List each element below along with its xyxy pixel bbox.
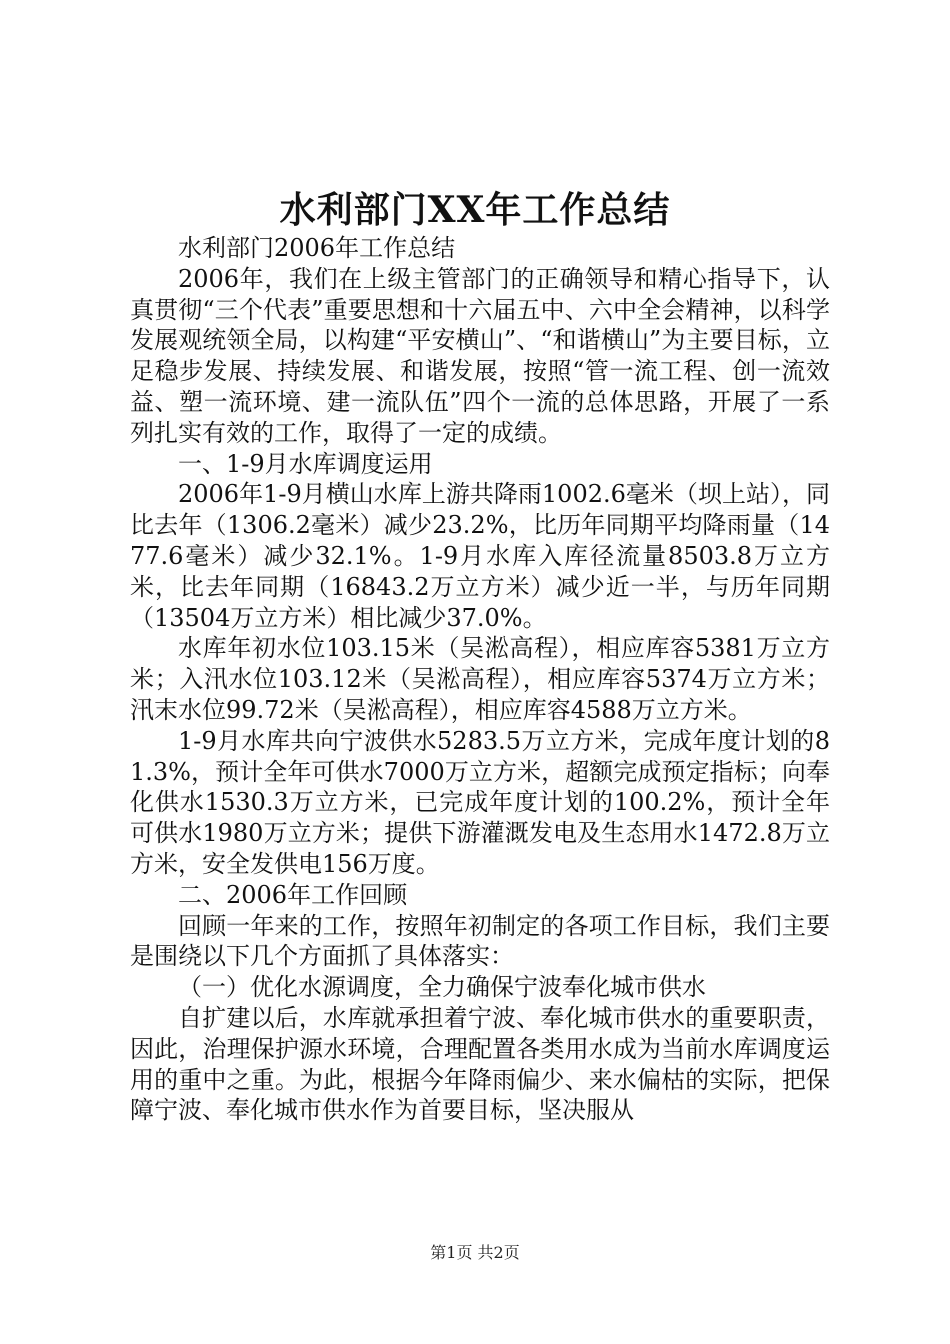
paragraph-subtitle: 水利部门2006年工作总结: [178, 234, 456, 262]
document-body: [130, 233, 830, 1126]
paragraph-responsibility: 自扩建以后，水库就承担着宁波、奉化城市供水的重要职责，因此，治理保护源水环境，合理配置各类用水成为当前水库调度运用的重中之重。为此，根据今年降雨偏少、来水偏枯的实际，把保障宁波、奉化城市供水作为首要目标，坚决服从: [130, 1003, 830, 1125]
paragraph-intro: 2006年，我们在上级主管部门的正确领导和精心指导下，认真贯彻“三个代表”重要思想和十六届五中、六中全会精神，以科学发展观统领全局，以构建“平安横山”、“和谐横山”为主要目标，立足稳步发展、持续发展、和谐发展，按照“管一流工程、创一流效益、塑一流环境、建一流队伍”四个一流的总体思路，开展了一系列扎实有效的工作，取得了一定的成绩。: [130, 264, 830, 447]
paragraph-water-supply: 1-9月水库共向宁波供水5283.5万立方米，完成年度计划的81.3%，预计全年可供水7000万立方米，超额完成预定指标；向奉化供水1530.3万立方米，已完成年度计划的100.2%，预计全年可供水1980万立方米；提供下游灌溉发电及生态用水1472.8万立方米，安全发供电156万度。: [130, 726, 830, 878]
page-footer: 第1页 共2页: [430, 1243, 520, 1262]
paragraph-rainfall: 2006年1-9月横山水库上游共降雨1002.6毫米（坝上站），同比去年（1306.2毫米）减少23.2%，比历年同期平均降雨量（1477.6毫米）减少32.1%。1-9月水库入库径流量8503.8万立方米，比去年同期（16843.2万立方米）减少近一半，与历年同期（13504万立方米）相比减少37.0%。: [130, 480, 830, 632]
paragraph-review: 回顾一年来的工作，按照年初制定的各项工作目标，我们主要是围绕以下几个方面抓了具体落实：: [130, 911, 830, 971]
section-heading-1: 一、1-9月水库调度运用: [178, 449, 433, 478]
subsection-heading-1: （一）优化水源调度，全力确保宁波奉化城市供水: [178, 973, 706, 1002]
document-title: 水利部门XX年工作总结: [279, 189, 671, 231]
section-heading-2: 二、2006年工作回顾: [178, 880, 408, 909]
paragraph-water-level: 水库年初水位103.15米（吴淞高程），相应库容5381万立方米；入汛水位103.12米（吴淞高程），相应库容5374万立方米；汛末水位99.72米（吴淞高程），相应库容4588万立方米。: [130, 634, 830, 724]
